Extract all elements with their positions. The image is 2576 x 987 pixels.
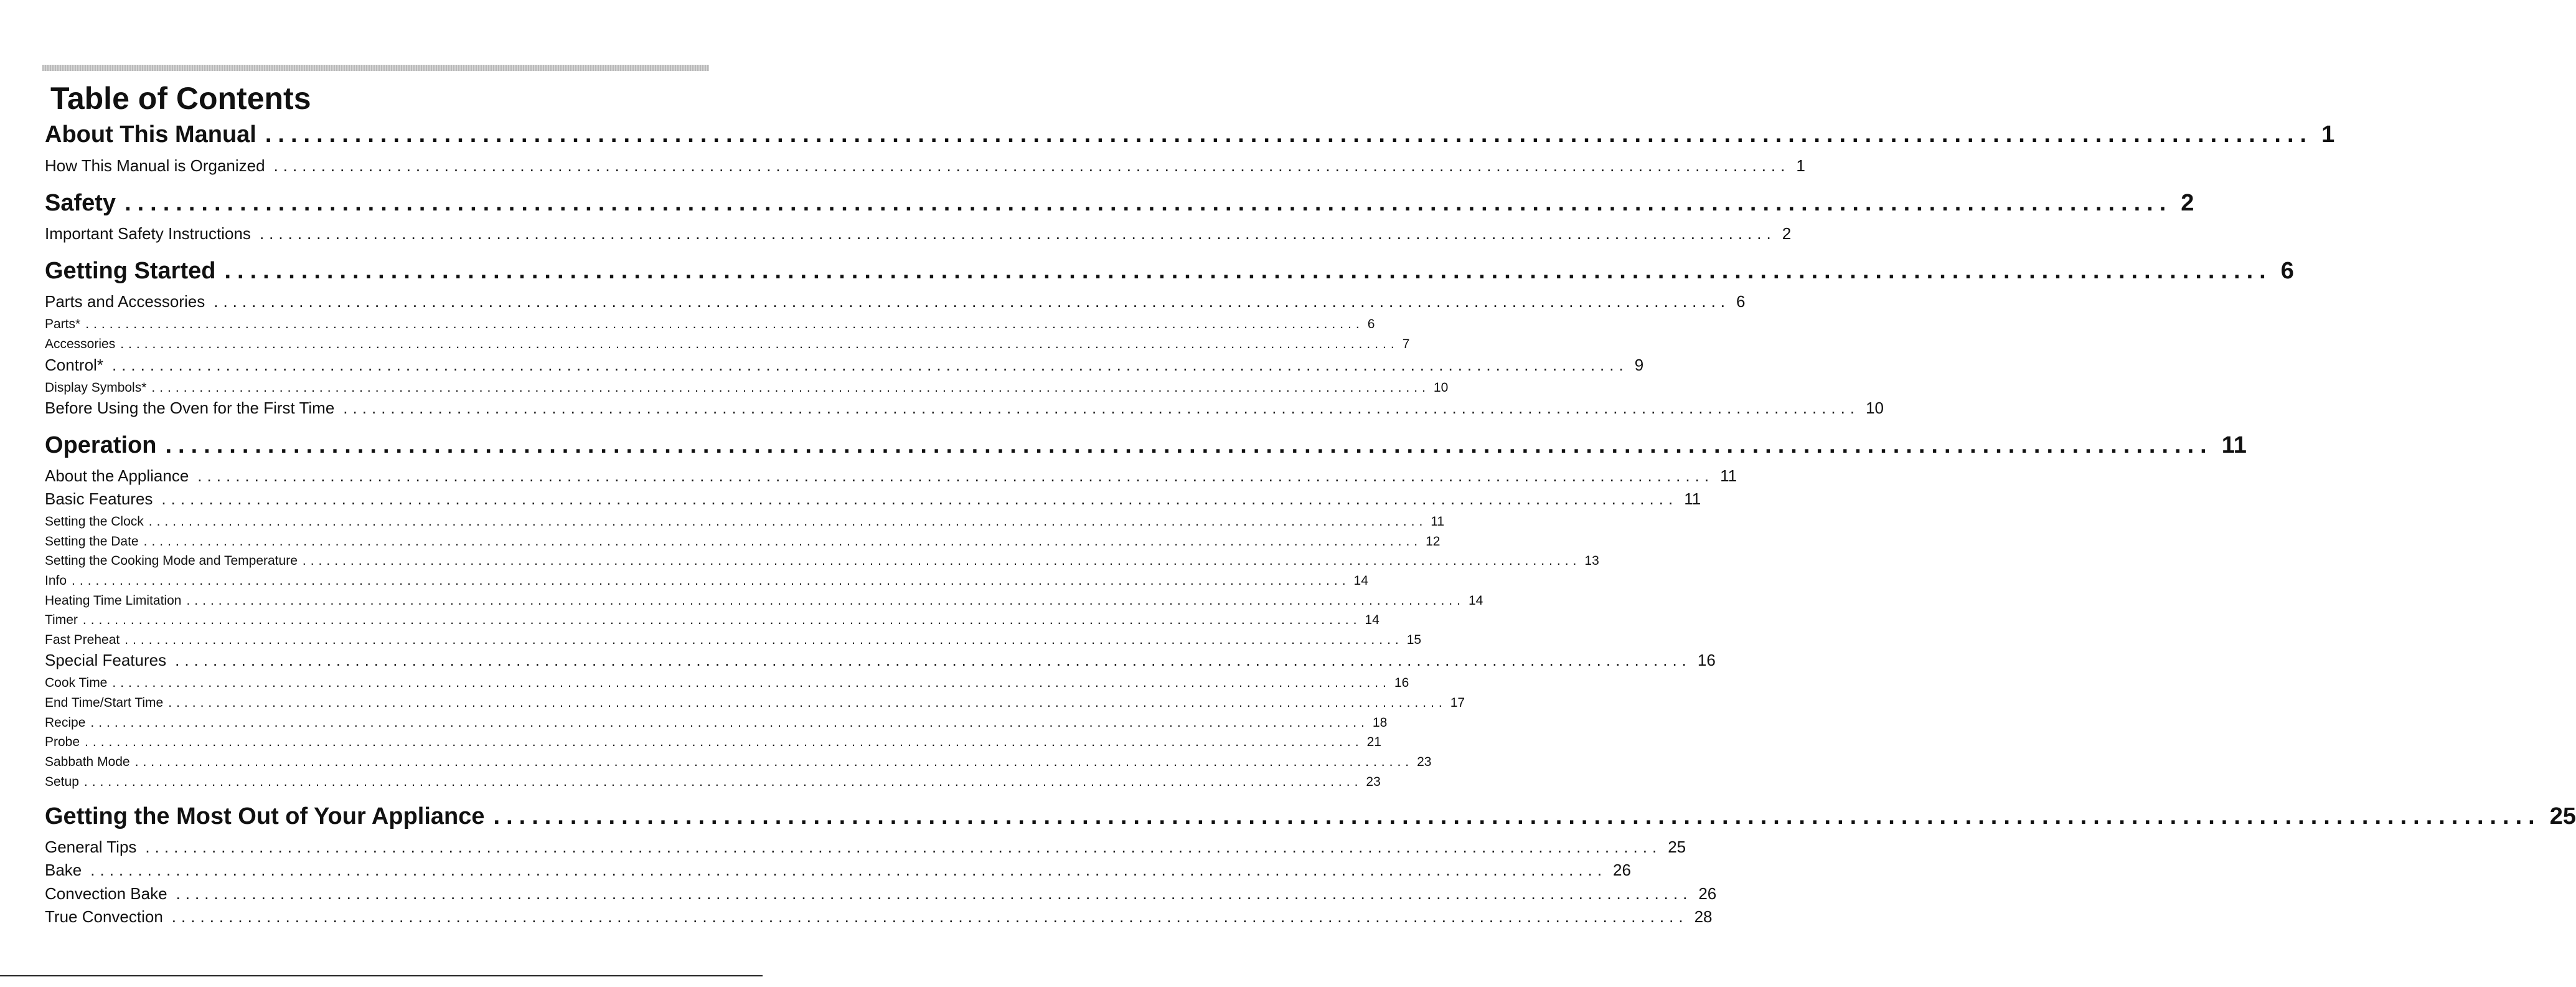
leader-dots: ................................................................................................................................................................ — [224, 258, 2272, 284]
leader-dots: ................................................................................................................................................................ — [175, 651, 1691, 669]
toc-label: Parts and Accessories — [45, 292, 205, 311]
leader-dots: ................................................................................................................................................................ — [197, 466, 1714, 485]
toc-label: About the Appliance — [45, 466, 189, 485]
toc-page: 10 — [1433, 380, 1449, 395]
toc-entry-accessories[interactable] — [45, 336, 1410, 352]
toc-page: 12 — [1426, 534, 1441, 549]
toc-entry-operation[interactable] — [45, 431, 2247, 460]
toc-page: 18 — [1372, 715, 1388, 730]
leader-dots: ................................................................................................................................................................ — [176, 884, 1693, 903]
toc-label: Sabbath Mode — [45, 755, 130, 769]
toc-label: Accessories — [45, 337, 116, 351]
toc-page: 26 — [1698, 884, 1717, 903]
toc-page: 25 — [1668, 838, 1686, 856]
toc-label: Cook Time — [45, 676, 108, 690]
leader-dots: ................................................................................................................................................................ — [343, 399, 1860, 417]
toc-entry-important-safety-instructions[interactable] — [45, 224, 1792, 243]
toc-entry-recipe[interactable] — [45, 715, 1388, 731]
toc-entry-setup[interactable] — [45, 774, 1381, 790]
toc-label: Display Symbols* — [45, 380, 147, 395]
toc-page: 16 — [1697, 651, 1716, 669]
toc-label: Getting Started — [45, 258, 216, 284]
toc-label: About This Manual — [45, 121, 256, 148]
toc-label: Basic Features — [45, 489, 153, 508]
header-rule — [42, 65, 709, 71]
toc-entry-end-time-start-time[interactable] — [45, 695, 1465, 711]
toc-label: Setting the Date — [45, 534, 139, 549]
toc-entry-control[interactable] — [45, 355, 1644, 375]
toc-entry-parts-and-accessories[interactable] — [45, 291, 1746, 311]
leader-dots: ................................................................................................................................................................ — [85, 735, 1363, 749]
toc-label: Special Features — [45, 651, 167, 669]
leader-dots: ................................................................................................................................................................ — [214, 292, 1731, 311]
toc-entry-getting-started[interactable] — [45, 257, 2294, 285]
toc-entry-heating-time-limitation[interactable] — [45, 593, 1483, 609]
toc-page: 9 — [1634, 356, 1644, 374]
toc-entry-fast-preheat[interactable] — [45, 632, 1422, 648]
leader-dots: ................................................................................................................................................................ — [186, 593, 1465, 608]
leader-dots: ................................................................................................................................................................ — [165, 432, 2213, 458]
toc-label: Bake — [45, 861, 82, 879]
toc-page: 17 — [1450, 696, 1465, 710]
toc-entry-setting-the-cooking-mode[interactable] — [45, 553, 1599, 569]
toc-page: 16 — [1394, 676, 1409, 690]
toc-label: Fast Preheat — [45, 633, 120, 647]
footer-rule — [0, 975, 763, 976]
toc-label: Convection Bake — [45, 884, 167, 903]
toc-label: Probe — [45, 735, 80, 749]
toc-page: 13 — [1584, 554, 1599, 568]
leader-dots: ................................................................................................................................................................ — [72, 574, 1350, 588]
toc-entry-how-this-manual-is-organized[interactable] — [45, 156, 1805, 176]
toc-entry-about-the-appliance[interactable] — [45, 466, 1737, 486]
toc-page: 10 — [1866, 399, 1884, 417]
leader-dots: ................................................................................................................................................................ — [125, 633, 1403, 647]
toc-entry-general-tips[interactable] — [45, 837, 1686, 857]
toc-page: 2 — [2181, 190, 2194, 216]
leader-dots: ................................................................................................................................................................ — [168, 696, 1447, 710]
toc-label: Info — [45, 574, 67, 588]
toc-entry-parts[interactable] — [45, 316, 1375, 333]
toc-entry-getting-the-most-out[interactable] — [45, 802, 2576, 831]
toc-label: Control* — [45, 356, 103, 374]
toc-label: Setup — [45, 775, 79, 789]
toc-page: 6 — [2280, 258, 2294, 284]
toc-page: 15 — [1406, 633, 1422, 647]
toc-page: 7 — [1402, 337, 1410, 351]
toc-page: 2 — [1782, 224, 1792, 243]
toc-page: 11 — [1431, 514, 1445, 529]
toc-entry-true-convection[interactable] — [45, 907, 1713, 927]
toc-entry-sabbath-mode[interactable] — [45, 754, 1432, 770]
leader-dots: ................................................................................................................................................................ — [111, 356, 1629, 374]
leader-dots: ................................................................................................................................................................ — [161, 489, 1678, 508]
toc-page: 28 — [1694, 907, 1713, 926]
toc-label: Before Using the Oven for the First Time — [45, 399, 335, 417]
toc-entry-setting-the-clock[interactable] — [45, 514, 1445, 530]
toc-entry-bake[interactable] — [45, 860, 1631, 880]
toc-entry-before-using-the-oven[interactable] — [45, 398, 1884, 418]
leader-dots: ................................................................................................................................................................ — [120, 337, 1399, 351]
toc-label: Getting the Most Out of Your Appliance — [45, 803, 485, 829]
toc-page: 11 — [1720, 466, 1737, 485]
leader-dots: ................................................................................................................................................................ — [145, 838, 1662, 856]
toc-label: How This Manual is Organized — [45, 156, 265, 175]
leader-dots: ................................................................................................................................................................ — [148, 514, 1427, 529]
leader-dots: ................................................................................................................................................................ — [82, 613, 1361, 627]
toc-page: 14 — [1365, 613, 1380, 627]
toc-entry-cook-time[interactable] — [45, 675, 1409, 691]
leader-dots: ................................................................................................................................................................ — [83, 775, 1363, 789]
leader-dots: ................................................................................................................................................................ — [265, 121, 2313, 148]
toc-page: 14 — [1468, 593, 1483, 608]
toc-label: Parts* — [45, 317, 81, 331]
toc-entry-display-symbols[interactable] — [45, 380, 1449, 396]
leader-dots: ................................................................................................................................................................ — [259, 224, 1776, 243]
toc-label: Setting the Clock — [45, 514, 144, 529]
page-title: Table of Contents — [50, 81, 311, 116]
leader-dots: ................................................................................................................................................................ — [112, 676, 1391, 690]
leader-dots: ................................................................................................................................................................ — [134, 755, 1414, 769]
toc-page: 1 — [1796, 156, 1805, 175]
toc-page: 26 — [1613, 861, 1631, 879]
toc-entry-about-this-manual[interactable] — [45, 120, 2335, 149]
toc-page: 14 — [1353, 574, 1368, 588]
toc-page: 23 — [1417, 755, 1432, 769]
leader-dots: ................................................................................................................................................................ — [493, 803, 2541, 829]
leader-dots: ................................................................................................................................................................ — [125, 190, 2173, 216]
toc-page: 23 — [1366, 775, 1381, 789]
leader-dots: ................................................................................................................................................................ — [171, 907, 1688, 926]
toc-page: 1 — [2321, 121, 2335, 148]
toc-page: 6 — [1736, 292, 1746, 311]
leader-dots: ................................................................................................................................................................ — [143, 534, 1422, 549]
toc-label: Timer — [45, 613, 78, 627]
toc-label: True Convection — [45, 907, 163, 926]
toc-label: Operation — [45, 432, 157, 458]
leader-dots: ................................................................................................................................................................ — [90, 715, 1369, 730]
toc-label: Safety — [45, 190, 116, 216]
toc-page: 21 — [1366, 735, 1381, 749]
leader-dots: ................................................................................................................................................................ — [302, 554, 1581, 568]
toc-label: End Time/Start Time — [45, 696, 164, 710]
toc-entry-timer[interactable] — [45, 612, 1380, 628]
toc-page: 11 — [2221, 432, 2247, 458]
toc-entry-probe[interactable] — [45, 734, 1381, 750]
toc-entry-safety[interactable] — [45, 189, 2194, 217]
toc-label: Recipe — [45, 715, 86, 730]
toc-entry-basic-features[interactable] — [45, 489, 1701, 509]
toc-label: General Tips — [45, 838, 137, 856]
leader-dots: ................................................................................................................................................................ — [85, 317, 1364, 331]
leader-dots: ................................................................................................................................................................ — [151, 380, 1430, 395]
toc-label: Setting the Cooking Mode and Temperature — [45, 554, 298, 568]
toc-page: 6 — [1367, 317, 1375, 331]
toc-entry-special-features[interactable] — [45, 650, 1716, 670]
toc-label: Heating Time Limitation — [45, 593, 182, 608]
toc-entry-info[interactable] — [45, 573, 1368, 589]
toc-label: Important Safety Instructions — [45, 224, 251, 243]
toc-page: 11 — [1684, 489, 1701, 508]
leader-dots: ................................................................................................................................................................ — [273, 156, 1790, 175]
toc-entry-setting-the-date[interactable] — [45, 534, 1441, 550]
toc-page: 25 — [2549, 803, 2576, 829]
leader-dots: ................................................................................................................................................................ — [90, 861, 1607, 879]
toc-entry-convection-bake[interactable] — [45, 884, 1717, 904]
